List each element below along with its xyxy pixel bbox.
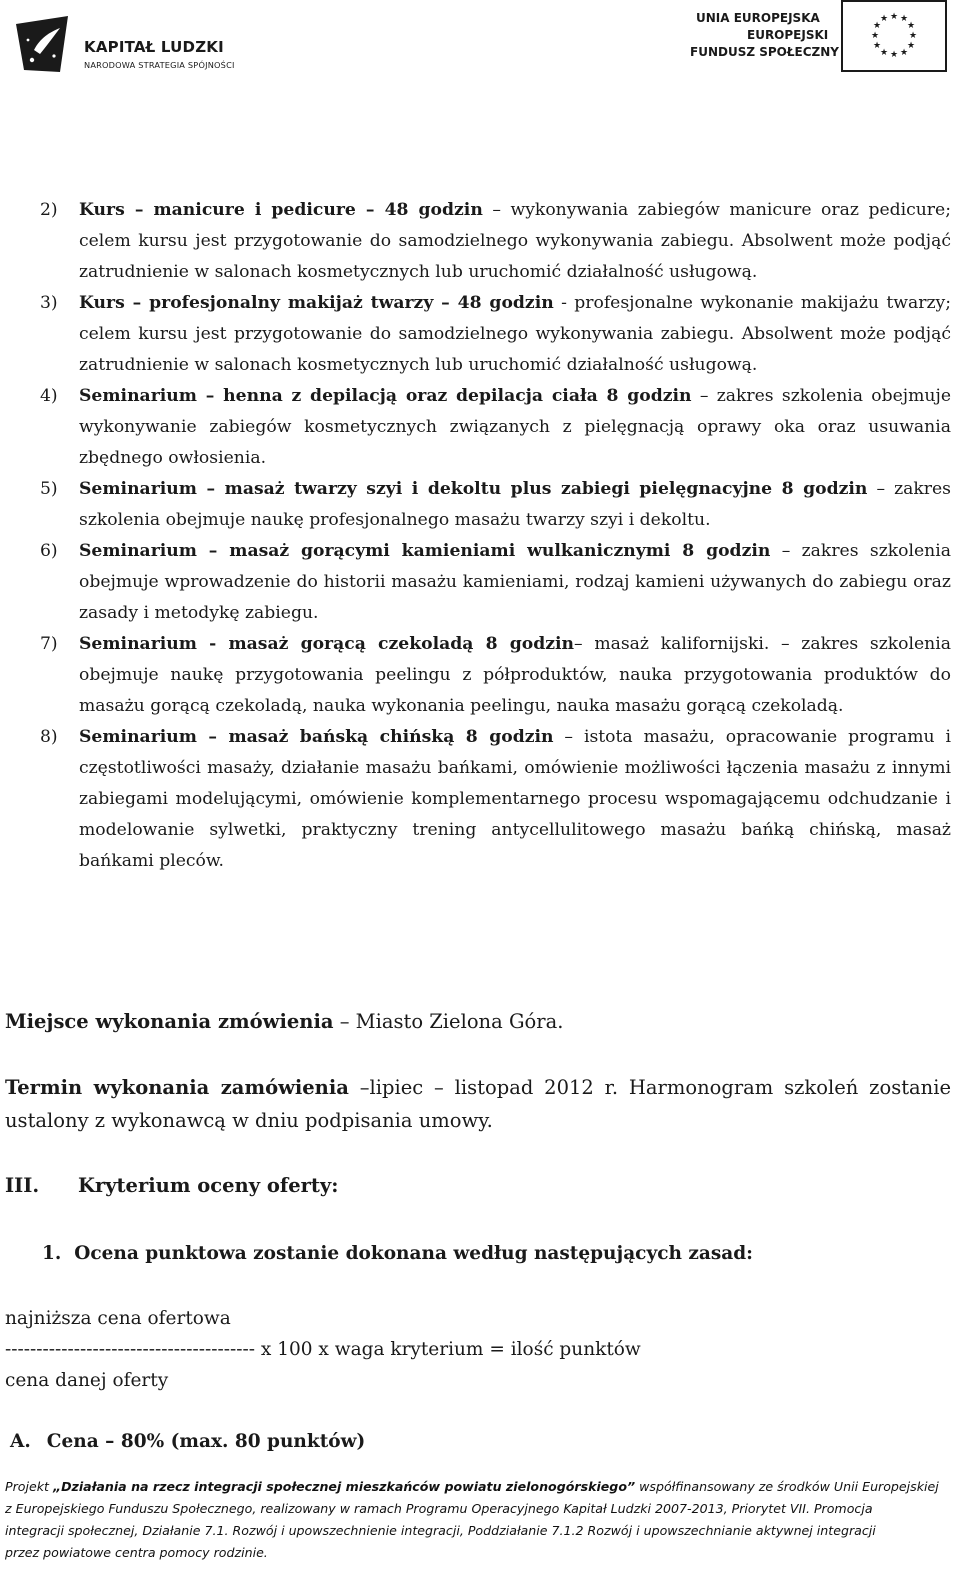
place-of-execution <box>5 1005 951 1038</box>
eu-line2: EUROPEJSKI <box>747 28 829 42</box>
svg-text:★: ★ <box>906 21 916 31</box>
item-text: – zakres szkolenia obejmuje wykonywanie zabiegów kosmetycznych związanych z pielęgnacją oprawy oka oraz usuwania zbędnego owłosienia. <box>79 386 951 468</box>
criterion-letter: A. <box>10 1431 31 1452</box>
item-number: 4) <box>40 386 58 406</box>
item-heading: Kurs – manicure i pedicure – 48 godzin <box>79 200 483 220</box>
item-heading: Seminarium – masaż gorącymi kamieniami wulkanicznymi 8 godzin <box>79 541 771 561</box>
svg-text:★: ★ <box>908 31 918 41</box>
item-number: 5) <box>40 479 58 499</box>
formula-denominator: cena danej oferty <box>5 1370 169 1391</box>
document-body <box>0 195 960 877</box>
svg-text:★: ★ <box>889 50 899 60</box>
formula-fraction-line: ---------------------------------------- x 100 x waga kryterium = ilość punktów <box>5 1339 641 1360</box>
course-list <box>0 195 960 877</box>
svg-text:★: ★ <box>879 14 889 24</box>
svg-text:★: ★ <box>899 14 909 24</box>
page-header <box>0 0 960 90</box>
item-text: – istota masażu, opracowanie programu i częstotliwości masaży, działanie masażu bańkami, omówienie możliwości łączenia masażu z innymi zabiegami modelującymi, omówienie komplementarnego procesu wspomagającemu odchudzanie i modelowanie sylwetki, praktyczny trening antycellulitowego masażu bańką chińską, masaż bańkami pleców. <box>79 727 951 871</box>
item-text: – wykonywania zabiegów manicure oraz pedicure; celem kursu jest przygotowanie do samodzielnego wykonywania zabiegu. Absolwent może podjąć zatrudnienie w salonach kosmetycznych lub uruchomić działalność usługową. <box>79 200 951 282</box>
logo-title: KAPITAŁ LUDZKI <box>84 38 224 56</box>
criterion-text: Cena – 80% (max. 80 punktów) <box>46 1431 366 1452</box>
section-number: III. <box>5 1174 40 1197</box>
place-value: – Miasto Zielona Góra. <box>333 1010 564 1033</box>
execution-term <box>5 1071 951 1137</box>
footer-line-1 <box>5 1476 953 1498</box>
term-label: Termin wykonania zamówienia <box>5 1076 349 1099</box>
list-item <box>0 381 960 474</box>
footer-line-4: przez powiatowe centra pomocy rodzinie. <box>5 1545 268 1560</box>
term-value: –lipiec – listopad 2012 r. Harmonogram szkoleń zostanie ustalony z wykonawcą w dniu podpisania umowy. <box>5 1076 951 1132</box>
list-item <box>0 474 960 536</box>
footer-line1-rest: współfinansowany ze środków Unii Europejskiej <box>635 1479 939 1494</box>
criteria-number: 1. <box>42 1243 62 1264</box>
place-label: Miejsce wykonania zmówienia <box>5 1010 334 1033</box>
eu-flag-icon <box>841 0 947 72</box>
item-number: 8) <box>40 727 58 747</box>
svg-text:★: ★ <box>879 48 889 58</box>
item-number: 7) <box>40 634 58 654</box>
scoring-formula <box>5 1303 641 1396</box>
footer-prefix: Projekt <box>5 1479 53 1494</box>
kapital-ludzki-logo <box>10 10 270 84</box>
svg-text:★: ★ <box>872 21 882 31</box>
eu-line1: UNIA EUROPEJSKA <box>696 11 820 25</box>
footer-line-3: integracji społecznej, Działanie 7.1. Rozwój i upowszechnienie integracji, Poddziałanie 7.1.2 Rozwój i upowszechnianie aktywnej integracji <box>5 1523 876 1538</box>
item-number: 6) <box>40 541 58 561</box>
svg-text:★: ★ <box>906 41 916 51</box>
item-heading: Seminarium - masaż gorącą czekoladą 8 godzin <box>79 634 575 654</box>
criteria-text: Ocena punktowa zostanie dokonana według następujących zasad: <box>74 1243 754 1264</box>
svg-text:★: ★ <box>870 31 880 41</box>
footer-line-2: z Europejskiego Funduszu Społecznego, realizowany w ramach Programu Operacyjnego Kapitał Ludzki 2007-2013, Priorytet VII. Promocja <box>5 1501 873 1516</box>
svg-text:★: ★ <box>889 12 899 22</box>
item-heading: Seminarium – henna z depilacją oraz depilacja ciała 8 godzin <box>79 386 692 406</box>
item-heading: Kurs – profesjonalny makijaż twarzy – 48 godzin <box>79 293 554 313</box>
criterion-a <box>10 1431 365 1452</box>
item-heading: Seminarium – masaż twarzy szyi i dekoltu plus zabiegi pielęgnacyjne 8 godzin <box>79 479 868 499</box>
svg-text:★: ★ <box>899 48 909 58</box>
list-item <box>0 722 960 877</box>
page-footer <box>5 1476 953 1564</box>
section-title: Kryterium oceny oferty: <box>78 1174 339 1197</box>
item-text: – zakres szkolenia obejmuje naukę profesjonalnego masażu twarzy szyi i dekoltu. <box>79 479 951 530</box>
formula-numerator: najniższa cena ofertowa <box>5 1308 231 1329</box>
item-text: – zakres szkolenia obejmuje wprowadzenie do historii masażu kamieniami, rodzaj kamieni używanych do zabiegu oraz zasady i metodykę zabiegu. <box>79 541 951 623</box>
svg-text:★: ★ <box>872 41 882 51</box>
item-number: 2) <box>40 200 58 220</box>
item-text: - profesjonalne wykonanie makijażu twarzy; celem kursu jest przygotowanie do samodzielnego wykonywania zabiegu. Absolwent może podjąć zatrudnienie w salonach kosmetycznych lub uruchomić działalność usługową. <box>79 293 951 375</box>
eu-line3: FUNDUSZ SPOŁECZNY <box>690 45 839 59</box>
item-text: – masaż kalifornijski. – zakres szkolenia obejmuje naukę przygotowania peelingu z półproduktów, nauka przygotowania produktów do masażu gorącą czekoladą, nauka wykonania peelingu, nauka masażu gorącą czekoladą. <box>79 634 951 716</box>
footer-project-name: „Działania na rzecz integracji społecznej mieszkańców powiatu zielonogórskiego” <box>52 1479 636 1494</box>
list-item <box>0 195 960 288</box>
item-heading: Seminarium – masaż bańską chińską 8 godzin <box>79 727 554 747</box>
list-item <box>0 536 960 629</box>
item-number: 3) <box>40 293 58 313</box>
criteria-point <box>42 1243 753 1264</box>
list-item <box>0 288 960 381</box>
list-item <box>0 629 960 722</box>
logo-subtitle: NARODOWA STRATEGIA SPÓJNOŚCI <box>84 60 235 70</box>
